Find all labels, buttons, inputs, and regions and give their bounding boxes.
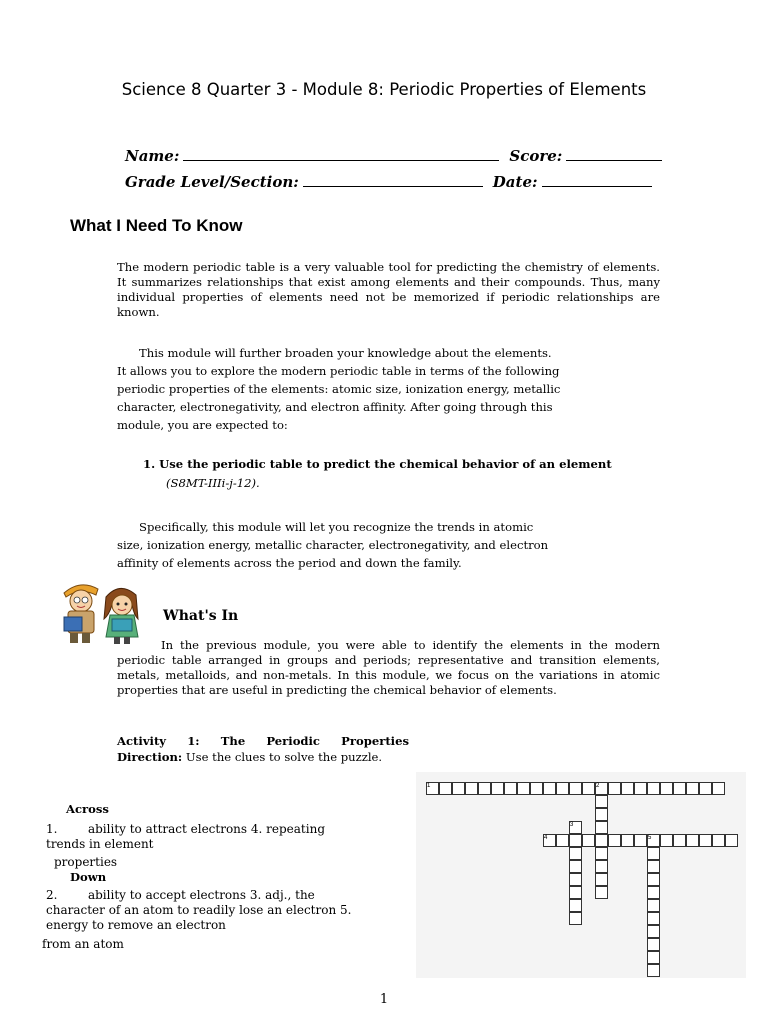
name-label: Name: bbox=[125, 147, 180, 165]
crossword-cell[interactable] bbox=[569, 860, 582, 873]
down-clue-line: character of an atom to readily lose an electron 5. bbox=[46, 903, 352, 917]
module-line: It allows you to explore the modern periodic table in terms of the following bbox=[117, 364, 560, 378]
crossword-cell[interactable] bbox=[647, 782, 660, 795]
crossword-cell[interactable] bbox=[491, 782, 504, 795]
crossword-cell[interactable] bbox=[595, 834, 608, 847]
name-field[interactable] bbox=[183, 146, 499, 161]
crossword-cell[interactable] bbox=[647, 899, 660, 912]
specific-paragraph bbox=[117, 518, 637, 572]
crossword-cell[interactable] bbox=[647, 886, 660, 899]
crossword-cell[interactable] bbox=[569, 912, 582, 925]
crossword-clue-number: 2 bbox=[596, 783, 600, 789]
specific-line: size, ionization energy, metallic character, electronegativity, and electron bbox=[117, 538, 549, 552]
crossword-cell[interactable] bbox=[595, 821, 608, 834]
crossword-cell[interactable] bbox=[621, 782, 634, 795]
crossword-cell[interactable] bbox=[686, 782, 699, 795]
crossword-cell[interactable] bbox=[608, 834, 621, 847]
crossword-cell[interactable] bbox=[595, 860, 608, 873]
crossword-cell[interactable] bbox=[595, 808, 608, 821]
down-clues bbox=[42, 888, 406, 952]
crossword-cell[interactable] bbox=[595, 873, 608, 886]
objective-code: (S8MT-IIIi-j-12). bbox=[166, 476, 260, 490]
crossword-cell[interactable] bbox=[647, 860, 660, 873]
crossword-clue-number: 5 bbox=[648, 835, 652, 841]
crossword-cell[interactable] bbox=[725, 834, 738, 847]
crossword-cell[interactable] bbox=[673, 782, 686, 795]
crossword-cell[interactable] bbox=[595, 847, 608, 860]
crossword-cell[interactable] bbox=[439, 782, 452, 795]
crossword-cell[interactable] bbox=[699, 782, 712, 795]
crossword-cell[interactable] bbox=[647, 951, 660, 964]
crossword-cell[interactable] bbox=[569, 782, 582, 795]
module-line: character, electronegativity, and electron affinity. After going through this bbox=[117, 400, 553, 414]
crossword-cell[interactable] bbox=[556, 834, 569, 847]
down-clue-line: 2. ability to accept electrons 3. adj., the bbox=[46, 888, 315, 902]
crossword-cell[interactable] bbox=[582, 834, 595, 847]
crossword-cell[interactable] bbox=[634, 782, 647, 795]
across-clue-line: 1. ability to attract electrons 4. repeating bbox=[46, 822, 325, 836]
date-label: Date: bbox=[492, 173, 538, 191]
crossword-cell[interactable] bbox=[712, 834, 725, 847]
crossword-cell[interactable] bbox=[634, 834, 647, 847]
section-heading-need-to-know: What I Need To Know bbox=[70, 216, 243, 235]
crossword-cell[interactable] bbox=[569, 886, 582, 899]
across-clues bbox=[46, 822, 386, 870]
crossword-cell[interactable] bbox=[504, 782, 517, 795]
crossword-cell[interactable] bbox=[595, 886, 608, 899]
score-field[interactable] bbox=[566, 146, 662, 161]
crossword-cell[interactable] bbox=[647, 873, 660, 886]
crossword-cell[interactable] bbox=[465, 782, 478, 795]
grade-field[interactable] bbox=[303, 172, 483, 187]
objective-number: 1. bbox=[143, 457, 156, 471]
crossword-puzzle bbox=[416, 772, 746, 978]
date-field[interactable] bbox=[542, 172, 652, 187]
crossword-clue-number: 3 bbox=[570, 822, 574, 828]
crossword-cell[interactable] bbox=[621, 834, 634, 847]
crossword-cell[interactable] bbox=[569, 847, 582, 860]
down-clue-line: energy to remove an electron bbox=[46, 918, 226, 932]
crossword-cell[interactable] bbox=[647, 964, 660, 977]
crossword-cell[interactable] bbox=[712, 782, 725, 795]
module-paragraph bbox=[117, 344, 637, 434]
score-label: Score: bbox=[509, 147, 563, 165]
crossword-cell[interactable] bbox=[569, 834, 582, 847]
crossword-cell[interactable] bbox=[595, 795, 608, 808]
specific-line: affinity of elements across the period and down the family. bbox=[117, 556, 462, 570]
header-row-2 bbox=[125, 172, 685, 192]
objective bbox=[143, 457, 612, 472]
page-title: Science 8 Quarter 3 - Module 8: Periodic Properties of Elements bbox=[121, 80, 647, 99]
crossword-cell[interactable] bbox=[647, 912, 660, 925]
crossword-cell[interactable] bbox=[478, 782, 491, 795]
direction-text: Use the clues to solve the puzzle. bbox=[185, 750, 383, 764]
crossword-cell[interactable] bbox=[660, 782, 673, 795]
crossword-cell[interactable] bbox=[582, 782, 595, 795]
module-line: This module will further broaden your knowledge about the elements. bbox=[139, 346, 552, 360]
crossword-cell[interactable] bbox=[647, 925, 660, 938]
crossword-clue-number: 1 bbox=[427, 783, 431, 789]
intro-paragraph: The modern periodic table is a very valuable tool for predicting the chemistry of elements. It summarizes relationships that exist among elements and their compounds. Thus, many individual properties of elements need not be memorized if periodic relationships are known. bbox=[117, 260, 660, 319]
activity-title: Activity 1: The Periodic Properties bbox=[117, 734, 409, 748]
grade-label: Grade Level/Section: bbox=[125, 173, 299, 191]
down-clue-line: from an atom bbox=[42, 937, 124, 951]
crossword-cell[interactable] bbox=[543, 782, 556, 795]
crossword-cell[interactable] bbox=[556, 782, 569, 795]
crossword-cell[interactable] bbox=[660, 834, 673, 847]
crossword-cell[interactable] bbox=[569, 899, 582, 912]
crossword-cell[interactable] bbox=[608, 782, 621, 795]
section-heading-whats-in: What's In bbox=[163, 608, 239, 624]
module-line: periodic properties of the elements: atomic size, ionization energy, metallic bbox=[117, 382, 561, 396]
header-row-1 bbox=[125, 146, 685, 166]
across-heading: Across bbox=[66, 802, 109, 816]
specific-line: Specifically, this module will let you recognize the trends in atomic bbox=[139, 520, 534, 534]
activity-direction bbox=[117, 750, 409, 765]
page-number: 1 bbox=[379, 992, 389, 1007]
crossword-clue-number: 4 bbox=[544, 835, 548, 841]
crossword-cell[interactable] bbox=[647, 847, 660, 860]
crossword-cell[interactable] bbox=[569, 873, 582, 886]
across-clue-line: properties bbox=[54, 855, 118, 869]
students-reading-illustration bbox=[54, 575, 152, 645]
crossword-cell[interactable] bbox=[517, 782, 530, 795]
crossword-cell[interactable] bbox=[647, 938, 660, 951]
direction-label: Direction: bbox=[117, 750, 183, 764]
across-clue-line: trends in element bbox=[46, 837, 154, 851]
module-line: module, you are expected to: bbox=[117, 418, 288, 432]
whats-in-paragraph: In the previous module, you were able to identify the elements in the modern periodic table arranged in groups and periods; representative and transition elements, metals, metalloids, and non-metals. In this module, we focus on the variations in atomic properties that are useful in predicting the chemical behavior of elements. bbox=[117, 638, 660, 697]
crossword-cell[interactable] bbox=[673, 834, 686, 847]
objective-text: Use the periodic table to predict the chemical behavior of an element bbox=[159, 457, 612, 471]
down-heading: Down bbox=[70, 870, 107, 884]
crossword-cell[interactable] bbox=[530, 782, 543, 795]
crossword-cell[interactable] bbox=[699, 834, 712, 847]
crossword-cell[interactable] bbox=[452, 782, 465, 795]
crossword-cell[interactable] bbox=[686, 834, 699, 847]
